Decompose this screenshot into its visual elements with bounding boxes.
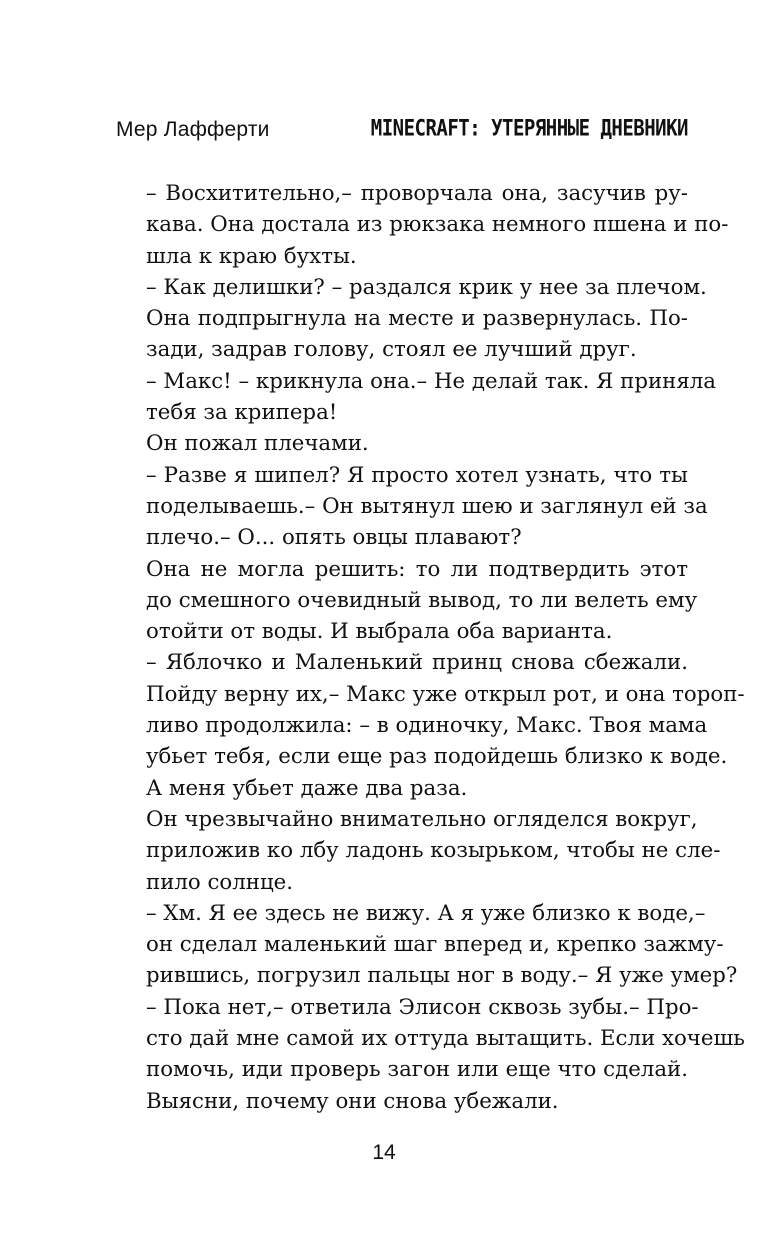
paragraph [116,366,717,429]
paragraph [116,303,688,366]
page-number: 14 [372,1141,396,1164]
text-line: – Яблочко и Маленький принц снова сбежали. [146,650,688,676]
header-author: Мер Лафферти [116,118,270,141]
text-line: сто дай мне самой их оттуда вытащить. Если хочешь [146,1026,745,1052]
text-line: ливо продолжила: – в одиночку, Макс. Твоя мама [146,713,708,739]
text-line: Он чрезвычайно внимательно огляделся вокруг, [146,806,698,832]
paragraph [116,178,729,272]
text-line: Пойду верну их,– Макс уже открыл рот, и она тороп- [146,681,745,707]
header-book-title: MINECRAFT: УТЕРЯННЫЕ ДНЕВНИКИ [370,116,688,142]
text-line: приложив ко лбу ладонь козырьком, чтобы не сле- [146,838,721,864]
paragraph [116,460,708,554]
text-line: Выясни, почему они снова убежали. [146,1088,559,1114]
text-line: А меня убьет даже два раза. [146,775,468,801]
text-line: – Как делишки? – раздался крик у нее за плечом. [146,274,707,300]
text-line: Она подпрыгнула на месте и развернулась. По- [146,306,688,332]
text-line: он сделал маленький шаг вперед и, крепко зажму- [146,932,724,958]
text-line: пило солнце. [146,869,294,895]
paragraph [116,898,738,992]
text-line: поделываешь.– Он вытянул шею и заглянул ей за [146,493,708,519]
text-line: зади, задрав голову, стоял ее лучший друг. [146,337,637,363]
text-line: отойти от воды. И выбрала оба варианта. [146,619,613,645]
paragraph [116,428,688,459]
text-line: кава. Она достала из рюкзака немного пшена и по- [146,212,729,238]
page-body-text [116,178,745,1117]
text-line: – Восхитительно,– проворчала она, засучив ру- [146,181,688,206]
text-line: Она не могла решить: то ли подтвердить этот [146,556,688,582]
text-line: шла к краю бухты. [146,243,357,269]
text-line: тебя за крипера! [146,400,338,426]
text-line: помочь, иди проверь загон или еще что сделай. [146,1057,688,1083]
paragraph [116,272,707,303]
paragraph [116,647,745,803]
text-line: рившись, погрузил пальцы ног в воду.– Я уже умер? [146,963,738,989]
text-line: – Хм. Я ее здесь не вижу. А я уже близко к воде,– [146,900,706,926]
text-line: плечо.– О... опять овцы плавают? [146,525,522,551]
text-line: убьет тебя, если еще раз подойдешь близко к воде. [146,744,728,770]
text-line: до смешного очевидный вывод, то ли велеть ему [146,587,698,613]
paragraph [116,992,745,1117]
paragraph [116,554,698,648]
text-line: – Разве я шипел? Я просто хотел узнать, что ты [146,462,688,488]
text-line: – Макс! – крикнула она.– Не делай так. Я приняла [146,368,717,394]
paragraph [116,804,721,898]
text-line: – Пока нет,– ответила Элисон сквозь зубы.– Про- [146,994,699,1020]
text-line: Он пожал плечами. [146,431,369,457]
running-header [116,116,688,150]
